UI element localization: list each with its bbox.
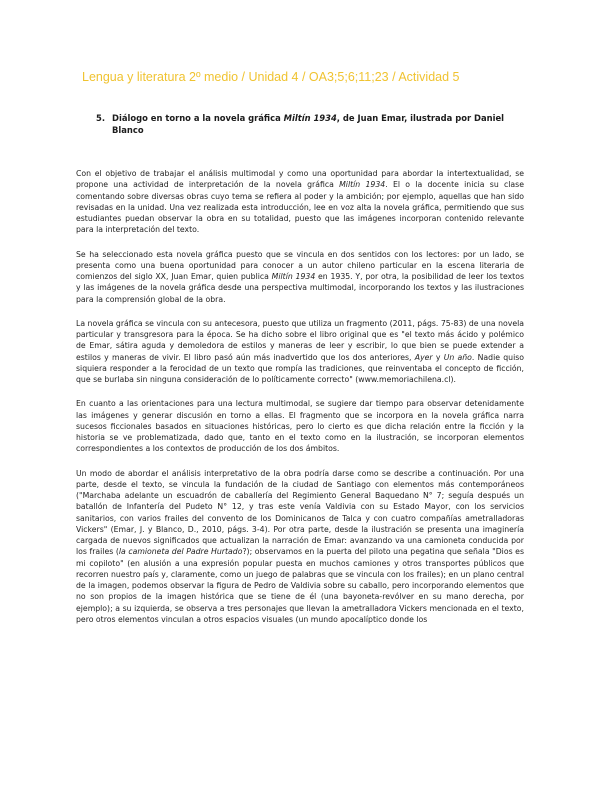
paragraph: La novela gráfica se vincula con su antecesora, puesto que utiliza un fragmento (2011, págs. 75-83) de una novela particular y transgresora para la época. Se ha dicho sobre el libro original que es "el texto más ácido y polémico de Emar, sátira aguda y demoledora de estilos y maneras de leer y escribir, lo que bien se puede extender a estilos y maneras de vivir. El libro pasó aún más inadvertido que los dos anteriores, Ayer y Un año. Nadie quiso siquiera responder a la ferocidad de un texto que rompía las tradiciones, que reinventaba el concepto de ficción, que se burlaba sin ninguna consideración de lo políticamente correcto" (www.memoriachilena.cl). [76, 318, 525, 384]
section-number: 5. [96, 113, 106, 123]
page-header: Lengua y literatura 2º medio / Unidad 4 / OA3;5;6;11;23 / Actividad 5 [82, 70, 460, 84]
paragraphs [76, 168, 524, 625]
paragraph: Un modo de abordar el análisis interpretativo de la obra podría darse como se describe a continuación. Por una parte, desde el texto, se vincula la fundación de la ciudad de Santiago con elementos más contemporáneos ("Marchaba adelante un escuadrón de caballería del Regimiento General Baquedano N° 7; seguía después un batallón de Infantería del Pudeto N° 12, y tras este venía Valdivia con su Estado Mayor, con los servicios sanitarios, con varios frailes del convento de los Dominicanos de Talca y con cuatro compañías ametralladoras Vickers" (Emar, J. y Blanco, D., 2010, págs. 3-4). Por otra parte, desde la ilustración se presenta una imaginería cargada de nuevos significados que actualizan la narración de Emar: avanzando va una camioneta conducida por los frailes (la camioneta del Padre Hurtado?); observamos en la puerta del piloto una pegatina que señala "Dios es mi copiloto" (en alusión a una expresión popular puesta en muchos camiones y otros transportes públicos que recorren nuestro país y, claramente, como un juego de palabras que se vincula con los frailes); en un plano central de la imagen, podemos observar la figura de Pedro de Valdivia sobre su caballo, pero incorporando elementos que no son propios de la imagen histórica que se tiene de él (una bayoneta-revólver en su mano derecha, por ejemplo); a su izquierda, se observa a tres personajes que llevan la ametralladora Vickers mencionada en el texto, pero otros elementos vinculan a otros espacios visuales (un mundo apocalíptico donde los [76, 468, 524, 624]
section-title-italic: Miltín 1934 [283, 113, 337, 123]
section-title: Diálogo en torno a la novela gráfica Miltín 1934, de Juan Emar, ilustrada por Daniel Blanco [112, 113, 505, 135]
document-body [76, 112, 524, 638]
paragraph: Se ha seleccionado esta novela gráfica puesto que se vincula en dos sentidos con los lectores: por un lado, se presenta como una buena oportunidad para conocer a un autor chileno particular en la escena literaria de comienzos del siglo XX, Juan Emar, quien publica Miltín 1934 en 1935. Y, por otra, la posibilidad de leer los textos y las imágenes de la novela gráfica desde una perspectiva multimodal, incorporando los textos y las ilustraciones para la comprensión global de la obra. [76, 249, 524, 304]
paragraph: Con el objetivo de trabajar el análisis multimodal y como una oportunidad para abordar la intertextualidad, se propone una actividad de interpretación de la novela gráfica Miltín 1934. El o la docente inicia su clase comentando sobre diversas obras cuyo tema se refiera al poder y la ambición; por ejemplo, aquellas que han sido revisadas en la unidad. Una vez realizada esta introducción, lee en voz alta la novela gráfica, permitiendo que sus estudiantes puedan observar la obra en su totalidad, puesto que las imágenes incorporan contenido relevante para la interpretación del texto. [76, 169, 524, 235]
section-heading [96, 112, 524, 136]
paragraph: En cuanto a las orientaciones para una lectura multimodal, se sugiere dar tiempo para observar detenidamente las imágenes y generar discusión en torno a ellas. El fragmento que se incorpora en la novela gráfica narra sucesos ficcionales basados en situaciones históricas, pero lo cierto es que dicha relación entre la ficción y la historia se ve problematizada, dado que, tanto en el texto como en la ilustración, se incorporan elementos correspondientes a los contextos de producción de los dos ámbitos. [76, 399, 524, 454]
